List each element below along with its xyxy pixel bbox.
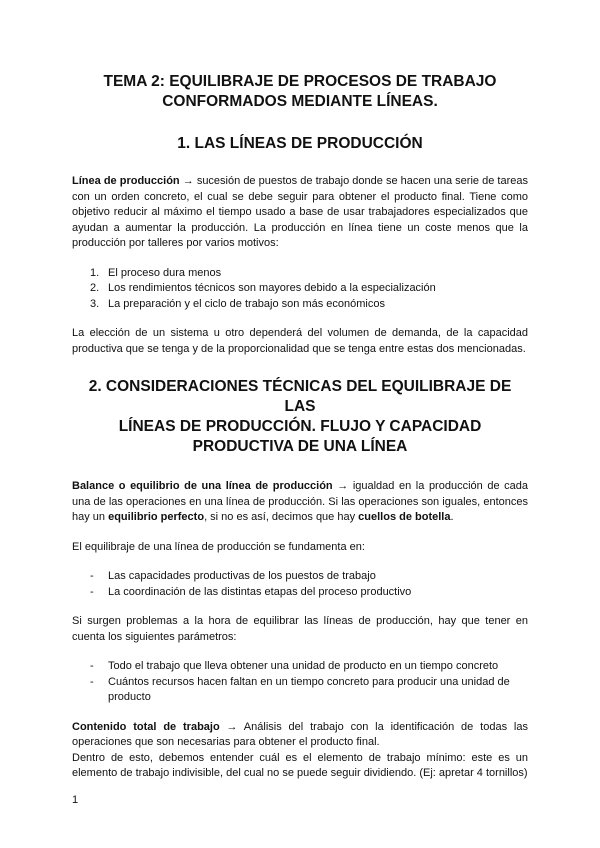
list-item: 2. Los rendimientos técnicos son mayores debido a la especialización — [90, 282, 436, 294]
title-line-2: CONFORMADOS MEDIANTE LÍNEAS. — [162, 93, 438, 110]
section-2-paragraph-2: El equilibraje de una línea de producción se fundamenta en: — [72, 540, 365, 553]
list-item: - Las capacidades productivas de los puestos de trabajo — [90, 570, 376, 582]
section-1-paragraph-1: Línea de producción → sucesión de puestos de trabajo donde se hacen una serie de tareas con un orden concreto, el cual se debe seguir para obtener el producto final. Tiene como objetivo reducir al máximo el tiempo usado a base de usar trabajadores especializados que ayudan a aumentar la producción. La producción en línea tiene un coste menos que la producción por talleres por varios motivos: — [72, 175, 528, 249]
title-line-1: TEMA 2: EQUILIBRAJE DE PROCESOS DE TRABAJO — [103, 73, 497, 90]
term-cuellos-de-botella: cuellos de botella — [358, 511, 451, 523]
section-2-heading: 2. CONSIDERACIONES TÉCNICAS DEL EQUILIBRAJE DE LAS LÍNEAS DE PRODUCCIÓN. FLUJO Y CAPACIDAD PRODUCTIVA DE UNA LÍNEA — [88, 378, 512, 455]
section-2-paragraph-5: Dentro de esto, debemos entender cuál es el elemento de trabajo mínimo: este es un elemento de trabajo indivisible, del cual no se puede seguir dividiendo. (Ej: apretar 4 tornillos) — [72, 751, 528, 779]
section-2-paragraph-1: Balance o equilibrio de una línea de producción → igualdad en la producción de cada una de las operaciones en una línea de producción. Si las operaciones son iguales, entonces hay un equilibrio perfecto, si no es así, decimos que hay cuellos de botella. — [72, 480, 528, 523]
list-item: - Todo el trabajo que lleva obtener una unidad de producto en un tiempo concreto — [90, 660, 499, 672]
section-2-list-1 — [72, 569, 528, 600]
list-item: - Cuántos recursos hacen faltan en un tiempo concreto para producir una unidad de producto — [90, 675, 510, 703]
list-item: 3. La preparación y el ciclo de trabajo son más económicos — [90, 297, 385, 310]
page-number: 1 — [72, 794, 79, 806]
list-item: - La coordinación de las distintas etapas del proceso productivo — [90, 585, 412, 598]
list-item: 1. El proceso dura menos — [90, 266, 222, 279]
section-2-list-2 — [72, 659, 528, 706]
term-contenido-total: Contenido total de trabajo — [72, 720, 220, 733]
term-equilibrio-perfecto: equilibrio perfecto — [108, 511, 205, 523]
term-balance: Balance o equilibrio de una línea de producción — [72, 480, 333, 492]
document-title — [72, 72, 528, 112]
section-1-paragraph-2: La elección de un sistema u otro dependerá del volumen de demanda, de la capacidad productiva que se tenga y de la proporcionalidad que se tenga entre estas dos mencionadas. — [72, 327, 528, 355]
section-1-heading: 1. LAS LÍNEAS DE PRODUCCIÓN — [177, 135, 423, 152]
section-1-list — [72, 266, 528, 313]
section-2-paragraph-3: Si surgen problemas a la hora de equilibrar las líneas de producción, hay que tener en cuenta los siguientes parámetros: — [72, 615, 528, 643]
section-2-paragraph-4: Contenido total de trabajo → Análisis del trabajo con la identificación de todas las operaciones que son necesarias para obtener el producto final. — [72, 720, 528, 748]
term-linea-de-produccion: Línea de producción — [72, 175, 180, 187]
